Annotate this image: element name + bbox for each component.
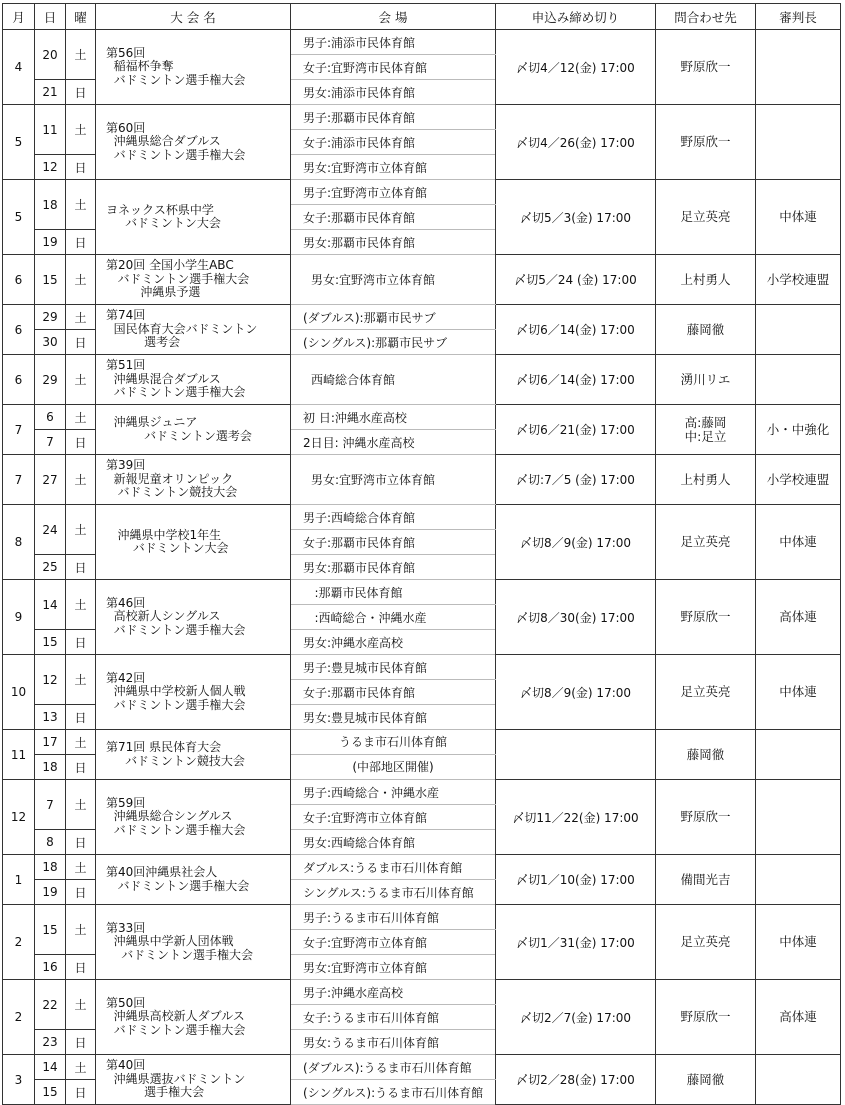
venue-cell: 男子:豊見城市民体育館 — [291, 655, 496, 680]
venue-cell: ダブルス:うるま市石川体育館 — [291, 855, 496, 880]
contact-line: 藤岡徹 — [686, 321, 725, 337]
day-cell: 15 — [35, 1080, 66, 1105]
month-cell: 3 — [3, 1055, 35, 1105]
weekday-cell: 日 — [66, 80, 96, 105]
month-cell: 6 — [3, 355, 35, 405]
venue-cell: 男子:西崎総合・沖縄水産 — [291, 780, 496, 805]
weekday-cell: 日 — [66, 430, 96, 455]
venue-cell: (シングルス):那覇市民サブ — [291, 330, 496, 355]
venue-cell: 男女:豊見城市民体育館 — [291, 705, 496, 730]
month-cell: 2 — [3, 905, 35, 980]
event-subrow — [3, 655, 841, 680]
venue-cell: 女子:浦添市民体育館 — [291, 130, 496, 155]
weekday-cell: 土 — [66, 655, 96, 705]
day-cell: 11 — [35, 105, 66, 155]
referee-cell: 中体連 — [756, 655, 841, 730]
event-name-line: 第40回 — [106, 1058, 146, 1073]
event-name-line: バドミントン選手権大会 — [106, 878, 250, 893]
venue-cell: 男女:沖縄水産高校 — [291, 630, 496, 655]
day-cell: 18 — [35, 180, 66, 230]
weekday-cell: 土 — [66, 105, 96, 155]
contact-line: 野原欣一 — [680, 609, 731, 624]
contact-line: 野原欣一 — [680, 59, 731, 74]
deadline-cell: 〆切2／28(金) 17:00 — [496, 1055, 656, 1105]
referee-cell: 小学校連盟 — [756, 255, 841, 305]
deadline-cell: 〆切8／9(金) 17:00 — [496, 505, 656, 580]
day-cell: 14 — [35, 1055, 66, 1080]
venue-cell: 男女:宜野湾市立体育館 — [291, 455, 496, 505]
event-subrow — [3, 855, 841, 880]
contact-line: 備間光吉 — [680, 871, 731, 887]
contact-line: 足立英亮 — [680, 209, 731, 224]
event-name-line: 第71回 県民体育大会 — [106, 740, 222, 755]
day-cell: 23 — [35, 1030, 66, 1055]
event-name-line: 高校新人シングルス — [106, 609, 221, 624]
weekday-cell: 日 — [66, 1080, 96, 1105]
weekday-cell: 土 — [66, 455, 96, 505]
referee-cell — [756, 1055, 841, 1105]
event-subrow — [3, 305, 841, 330]
weekday-cell: 土 — [66, 855, 96, 880]
venue-cell: 女子:那覇市民体育館 — [291, 530, 496, 555]
contact-cell — [656, 580, 756, 655]
event-name-cell — [96, 855, 291, 905]
referee-cell — [756, 30, 841, 105]
weekday-cell: 日 — [66, 955, 96, 980]
event-subrow — [3, 580, 841, 605]
venue-cell: 男女:那覇市民体育館 — [291, 555, 496, 580]
event-name-line: 第74回 — [106, 308, 146, 323]
event-name-line: バドミントン選手権大会 — [106, 385, 246, 400]
event-name-line: 国民体育大会バドミントン — [106, 321, 258, 336]
event-name-line: 沖縄県中学新人団体戦 — [106, 934, 234, 949]
event-subrow — [3, 180, 841, 205]
month-cell: 6 — [3, 255, 35, 305]
contact-line: 中:足立 — [684, 428, 727, 444]
contact-cell — [656, 780, 756, 855]
deadline-cell: 〆切2／7(金) 17:00 — [496, 980, 656, 1055]
day-cell: 12 — [35, 155, 66, 180]
event-name-cell — [96, 30, 291, 105]
deadline-cell: 〆切5／24 (金) 17:00 — [496, 255, 656, 305]
venue-cell: 女子:那覇市民体育館 — [291, 205, 496, 230]
contact-cell — [656, 405, 756, 455]
venue-cell: 男女:那覇市民体育館 — [291, 230, 496, 255]
weekday-cell: 土 — [66, 780, 96, 830]
venue-cell: 男子:西崎総合体育館 — [291, 505, 496, 530]
venue-cell: :西崎総合・沖縄水産 — [291, 605, 496, 630]
referee-cell: 高体連 — [756, 980, 841, 1055]
weekday-cell: 日 — [66, 630, 96, 655]
contact-line: 野原欣一 — [680, 134, 731, 149]
contact-line: 藤岡徹 — [686, 1071, 725, 1087]
referee-cell: 中体連 — [756, 180, 841, 255]
month-cell: 2 — [3, 980, 35, 1055]
deadline-cell: 〆切8／9(金) 17:00 — [496, 655, 656, 730]
day-cell: 13 — [35, 705, 66, 730]
event-name-line: 沖縄県ジュニア — [106, 415, 198, 430]
deadline-cell: 〆切8／30(金) 17:00 — [496, 580, 656, 655]
event-name-line: バドミントン選手権大会 — [106, 697, 246, 712]
contact-line: 湧川リエ — [680, 371, 731, 387]
deadline-cell: 〆切5／3(金) 17:00 — [496, 180, 656, 255]
day-cell: 20 — [35, 30, 66, 80]
contact-line: 足立英亮 — [680, 934, 731, 949]
event-name-line: 第50回 — [106, 995, 146, 1010]
contact-line: 足立英亮 — [680, 534, 731, 549]
day-cell: 25 — [35, 555, 66, 580]
event-name-cell — [96, 355, 291, 405]
header-contact: 問合わせ先 — [656, 4, 756, 30]
event-name-line: 第59回 — [106, 795, 146, 810]
venue-cell: (ダブルス):那覇市民サブ — [291, 305, 496, 330]
event-name-cell — [96, 655, 291, 730]
contact-cell — [656, 730, 756, 780]
weekday-cell: 日 — [66, 555, 96, 580]
day-cell: 22 — [35, 980, 66, 1030]
day-cell: 19 — [35, 230, 66, 255]
event-name-cell — [96, 1055, 291, 1105]
contact-cell — [656, 30, 756, 105]
venue-cell: 男女:浦添市民体育館 — [291, 80, 496, 105]
weekday-cell: 土 — [66, 405, 96, 430]
contact-cell — [656, 455, 756, 505]
event-subrow — [3, 405, 841, 430]
day-cell: 18 — [35, 755, 66, 780]
event-subrow — [3, 1055, 841, 1080]
referee-cell: 小学校連盟 — [756, 455, 841, 505]
event-name-line: バドミントン選手権大会 — [106, 271, 250, 286]
deadline-cell: 〆切6／14(金) 17:00 — [496, 305, 656, 355]
event-name-line: 沖縄県選抜バドミントン — [106, 1071, 246, 1086]
deadline-cell: 〆切1／31(金) 17:00 — [496, 905, 656, 980]
month-cell: 10 — [3, 655, 35, 730]
venue-cell: 男子:沖縄水産高校 — [291, 980, 496, 1005]
event-name-line: 沖縄県予選 — [106, 285, 201, 300]
contact-line: 野原欣一 — [680, 809, 731, 824]
venue-cell: 初 日:沖縄水産高校 — [291, 405, 496, 430]
event-name-cell — [96, 405, 291, 455]
contact-cell — [656, 105, 756, 180]
event-name-line: 沖縄県総合シングルス — [106, 809, 233, 824]
header-weekday: 曜 — [66, 4, 96, 30]
day-cell: 29 — [35, 355, 66, 405]
venue-cell: 男女:西崎総合体育館 — [291, 830, 496, 855]
event-name-line: バドミントン選手権大会 — [106, 72, 246, 87]
weekday-cell: 土 — [66, 305, 96, 330]
weekday-cell: 土 — [66, 505, 96, 555]
month-cell: 8 — [3, 505, 35, 580]
venue-cell: 女子:宜野湾市立体育館 — [291, 805, 496, 830]
deadline-cell: 〆切4／26(金) 17:00 — [496, 105, 656, 180]
weekday-cell: 日 — [66, 880, 96, 905]
tournament-schedule-table — [2, 3, 841, 1105]
venue-cell: (シングルス):うるま市石川体育館 — [291, 1080, 496, 1105]
contact-line: 藤岡徹 — [686, 746, 725, 762]
event-name-cell — [96, 105, 291, 180]
event-subrow — [3, 730, 841, 755]
referee-cell — [756, 305, 841, 355]
contact-cell — [656, 305, 756, 355]
venue-cell: 男女:宜野湾市立体育館 — [291, 255, 496, 305]
venue-cell: 男女:宜野湾市立体育館 — [291, 155, 496, 180]
venue-cell: 女子:宜野湾市民体育館 — [291, 55, 496, 80]
day-cell: 12 — [35, 655, 66, 705]
event-name-line: 選手権大会 — [106, 1085, 205, 1100]
venue-cell: 2日目: 沖縄水産高校 — [291, 430, 496, 455]
contact-line: 上村勇人 — [680, 271, 731, 287]
event-name-line: バドミントン選手権大会 — [106, 1022, 246, 1037]
day-cell: 6 — [35, 405, 66, 430]
day-cell: 17 — [35, 730, 66, 755]
day-cell: 19 — [35, 880, 66, 905]
event-subrow — [3, 980, 841, 1005]
contact-cell — [656, 505, 756, 580]
day-cell: 29 — [35, 305, 66, 330]
venue-cell: シングルス:うるま市石川体育館 — [291, 880, 496, 905]
day-cell: 15 — [35, 255, 66, 305]
day-cell: 8 — [35, 830, 66, 855]
event-name-line: バドミントン大会 — [106, 216, 221, 230]
venue-cell: 男子:宜野湾市立体育館 — [291, 180, 496, 205]
event-name-cell — [96, 780, 291, 855]
referee-cell — [756, 855, 841, 905]
weekday-cell: 日 — [66, 155, 96, 180]
header-row — [3, 4, 841, 30]
contact-cell — [656, 980, 756, 1055]
referee-cell — [756, 780, 841, 855]
event-name-line: バドミントン選考会 — [106, 428, 252, 443]
day-cell: 18 — [35, 855, 66, 880]
event-name-line: 沖縄県中学校新人個人戦 — [106, 684, 246, 699]
weekday-cell: 日 — [66, 755, 96, 780]
day-cell: 15 — [35, 630, 66, 655]
contact-cell — [656, 855, 756, 905]
referee-cell: 小・中強化 — [756, 405, 841, 455]
venue-cell: うるま市石川体育館 — [291, 730, 496, 755]
event-name-line: 新報児童オリンピック — [106, 471, 234, 486]
day-cell: 16 — [35, 955, 66, 980]
month-cell: 11 — [3, 730, 35, 780]
event-name-line: 選考会 — [106, 335, 181, 350]
deadline-cell: 〆切1／10(金) 17:00 — [496, 855, 656, 905]
day-cell: 30 — [35, 330, 66, 355]
header-day: 日 — [35, 4, 66, 30]
event-name-line: バドミントン選手権大会 — [106, 147, 246, 162]
event-name-line: バドミントン競技大会 — [106, 485, 238, 500]
contact-line: 高:藤岡 — [684, 414, 727, 430]
event-name-cell — [96, 180, 291, 255]
weekday-cell: 日 — [66, 830, 96, 855]
venue-cell: 女子:うるま市石川体育館 — [291, 1005, 496, 1030]
weekday-cell: 日 — [66, 705, 96, 730]
header-venue: 会 場 — [291, 4, 496, 30]
header-referee: 審判長 — [756, 4, 841, 30]
event-name-line: 沖縄県中学校1年生 — [106, 527, 222, 542]
weekday-cell: 日 — [66, 330, 96, 355]
venue-cell: :那覇市民体育館 — [291, 580, 496, 605]
weekday-cell: 土 — [66, 580, 96, 630]
contact-line: 上村勇人 — [680, 471, 731, 487]
contact-cell — [656, 180, 756, 255]
venue-cell: 女子:那覇市民体育館 — [291, 680, 496, 705]
event-name-line: 第42回 — [106, 670, 146, 685]
event-name-cell — [96, 455, 291, 505]
referee-cell — [756, 105, 841, 180]
venue-cell: 男女:宜野湾市立体育館 — [291, 955, 496, 980]
day-cell: 7 — [35, 430, 66, 455]
contact-line: 野原欣一 — [680, 1009, 731, 1024]
weekday-cell: 土 — [66, 905, 96, 955]
event-name-line: 第60回 — [106, 120, 146, 135]
event-name-line: 沖縄県高校新人ダブルス — [106, 1009, 245, 1024]
weekday-cell: 土 — [66, 180, 96, 230]
deadline-cell — [496, 730, 656, 780]
referee-cell: 中体連 — [756, 905, 841, 980]
month-cell: 4 — [3, 30, 35, 105]
referee-cell: 中体連 — [756, 505, 841, 580]
venue-cell: 男子:うるま市石川体育館 — [291, 905, 496, 930]
referee-cell — [756, 355, 841, 405]
weekday-cell: 土 — [66, 730, 96, 755]
deadline-cell: 〆切4／12(金) 17:00 — [496, 30, 656, 105]
event-subrow — [3, 30, 841, 55]
contact-line: 足立英亮 — [680, 684, 731, 699]
referee-cell — [756, 730, 841, 780]
contact-cell — [656, 355, 756, 405]
event-name-line: 沖縄県混合ダブルス — [106, 371, 221, 386]
venue-cell: 西崎総合体育館 — [291, 355, 496, 405]
month-cell: 6 — [3, 305, 35, 355]
contact-cell — [656, 1055, 756, 1105]
event-name-line: 第39回 — [106, 458, 146, 473]
event-name-cell — [96, 730, 291, 780]
event-name-line: バドミントン選手権大会 — [106, 622, 246, 637]
event-subrow — [3, 105, 841, 130]
referee-cell: 高体連 — [756, 580, 841, 655]
deadline-cell: 〆切11／22(金) 17:00 — [496, 780, 656, 855]
weekday-cell: 日 — [66, 230, 96, 255]
venue-cell: 男女:うるま市石川体育館 — [291, 1030, 496, 1055]
month-cell: 7 — [3, 455, 35, 505]
event-name-line: 第56回 — [106, 45, 146, 60]
event-name-line: バドミントン競技大会 — [106, 753, 245, 768]
venue-cell: 男子:那覇市民体育館 — [291, 105, 496, 130]
venue-cell: (中部地区開催) — [291, 755, 496, 780]
header-deadline: 申込み締め切り — [496, 4, 656, 30]
month-cell: 1 — [3, 855, 35, 905]
event-name-cell — [96, 505, 291, 580]
event-name-line: バドミントン選手権大会 — [106, 822, 246, 837]
event-name-line: ヨネックス杯県中学 — [106, 202, 214, 217]
event-name-line: 第51回 — [106, 358, 146, 373]
deadline-cell: 〆切6／21(金) 17:00 — [496, 405, 656, 455]
day-cell: 24 — [35, 505, 66, 555]
event-name-line: バドミントン選手権大会 — [106, 947, 254, 962]
month-cell: 12 — [3, 780, 35, 855]
contact-cell — [656, 255, 756, 305]
event-name-line: 第20回 全国小学生ABC — [106, 258, 234, 273]
weekday-cell: 土 — [66, 1055, 96, 1080]
event-name-cell — [96, 980, 291, 1055]
venue-cell: (ダブルス):うるま市石川体育館 — [291, 1055, 496, 1080]
event-name-cell — [96, 905, 291, 980]
venue-cell: 男子:浦添市民体育館 — [291, 30, 496, 55]
deadline-cell: 〆切6／14(金) 17:00 — [496, 355, 656, 405]
event-name-cell — [96, 255, 291, 305]
weekday-cell: 日 — [66, 1030, 96, 1055]
event-name-line: バドミントン大会 — [106, 541, 229, 555]
event-name-line: 沖縄県総合ダブルス — [106, 134, 221, 149]
event-subrow — [3, 505, 841, 530]
day-cell: 21 — [35, 80, 66, 105]
event-name-line: 第46回 — [106, 595, 146, 610]
day-cell: 15 — [35, 905, 66, 955]
weekday-cell: 土 — [66, 980, 96, 1030]
event-name-line: 稲福杯争奪 — [106, 59, 174, 74]
month-cell: 5 — [3, 105, 35, 180]
day-cell: 14 — [35, 580, 66, 630]
header-name: 大 会 名 — [96, 4, 291, 30]
event-subrow — [3, 255, 841, 305]
event-name-line: 第33回 — [106, 920, 146, 935]
month-cell: 9 — [3, 580, 35, 655]
day-cell: 7 — [35, 780, 66, 830]
event-name-cell — [96, 305, 291, 355]
weekday-cell: 土 — [66, 255, 96, 305]
day-cell: 27 — [35, 455, 66, 505]
venue-cell: 女子:宜野湾市立体育館 — [291, 930, 496, 955]
deadline-cell: 〆切:7／5 (金) 17:00 — [496, 455, 656, 505]
event-subrow — [3, 905, 841, 930]
contact-cell — [656, 655, 756, 730]
event-subrow — [3, 355, 841, 405]
event-name-cell — [96, 580, 291, 655]
event-subrow — [3, 455, 841, 505]
header-month: 月 — [3, 4, 35, 30]
event-name-line: 第40回沖縄県社会人 — [106, 865, 218, 880]
contact-cell — [656, 905, 756, 980]
month-cell: 5 — [3, 180, 35, 255]
weekday-cell: 土 — [66, 30, 96, 80]
month-cell: 7 — [3, 405, 35, 455]
weekday-cell: 土 — [66, 355, 96, 405]
event-subrow — [3, 780, 841, 805]
